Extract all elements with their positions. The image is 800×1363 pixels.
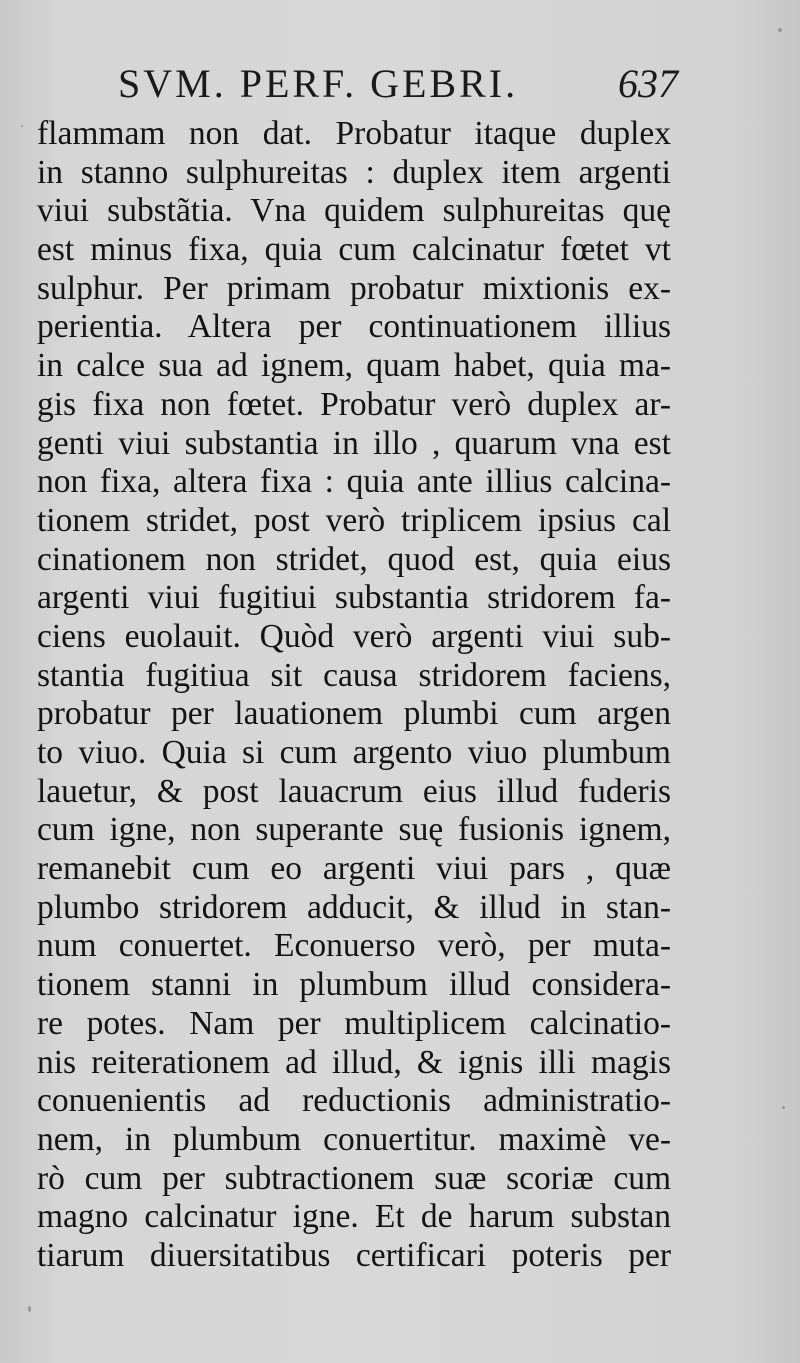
text-line: to viuo. Quia si cum argento viuo plumbum (37, 734, 671, 771)
text-line: num conuertet. Econuerso verò, per muta- (37, 927, 671, 965)
text-line: nem, in plumbum conuertitur. maximè ve- (37, 1120, 671, 1158)
paper-speck (778, 28, 782, 32)
text-line: nis reiterationem ad illud, & ignis illi magis (37, 1043, 671, 1081)
text-line: probatur per lauationem plumbi cum argen (37, 695, 671, 733)
text-line: in stanno sulphureitas : duplex item argenti (37, 153, 671, 191)
text-line: perientia. Altera per continuationem illius (37, 308, 671, 346)
text-line: tionem stanni in plumbum illud considera- (37, 966, 671, 1004)
text-line: est minus fixa, quia cum calcinatur fœtet vt (37, 231, 671, 269)
running-header (118, 60, 678, 110)
text-line: ciens euolauit. Quòd verò argenti viui sub- (37, 617, 671, 655)
text-line: re potes. Nam per multiplicem calcinatio- (37, 1004, 671, 1042)
running-title: SVM. PERF. GEBRI. (118, 61, 519, 106)
text-line: flammam non dat. Probatur itaque duplex (37, 115, 671, 152)
text-line: tionem stridet, post verò triplicem ipsius cal (37, 501, 671, 539)
body-text (37, 115, 671, 1276)
paper-speck (28, 1306, 31, 1312)
text-line: argenti viui fugitiui substantia stridorem fa- (37, 579, 671, 617)
text-line: plumbo stridorem adducit, & illud in stan- (37, 888, 671, 926)
text-line: rò cum per subtractionem suæ scoriæ cum (37, 1159, 671, 1197)
text-line: in calce sua ad ignem, quam habet, quia ma- (37, 347, 671, 385)
paper-speck (21, 125, 23, 127)
text-line: remanebit cum eo argenti viui pars , quæ (37, 850, 671, 888)
text-line: viui substãtia. Vna quidem sulphureitas quę (37, 192, 671, 230)
page-number: 637 (618, 61, 678, 106)
text-line: genti viui substantia in illo , quarum vna est (37, 424, 671, 462)
text-line: lauetur, & post lauacrum eius illud fuderis (37, 772, 671, 810)
text-line: non fixa, altera fixa : quia ante illius calcina- (37, 463, 671, 501)
text-line: gis fixa non fœtet. Probatur verò duplex ar- (37, 385, 671, 423)
text-line: cinationem non stridet, quod est, quia eius (37, 540, 671, 578)
paper-speck (782, 1106, 785, 1109)
text-line: cum igne, non superante suę fusionis ignem, (37, 811, 671, 849)
text-line: conuenientis ad reductionis administratio- (37, 1082, 671, 1120)
text-line: tiarum diuersitatibus certificari poteris per (37, 1236, 671, 1274)
text-line: magno calcinatur igne. Et de harum substan (37, 1198, 671, 1236)
text-line: stantia fugitiua sit causa stridorem faciens, (37, 656, 671, 694)
text-line: sulphur. Per primam probatur mixtionis ex- (37, 269, 671, 307)
